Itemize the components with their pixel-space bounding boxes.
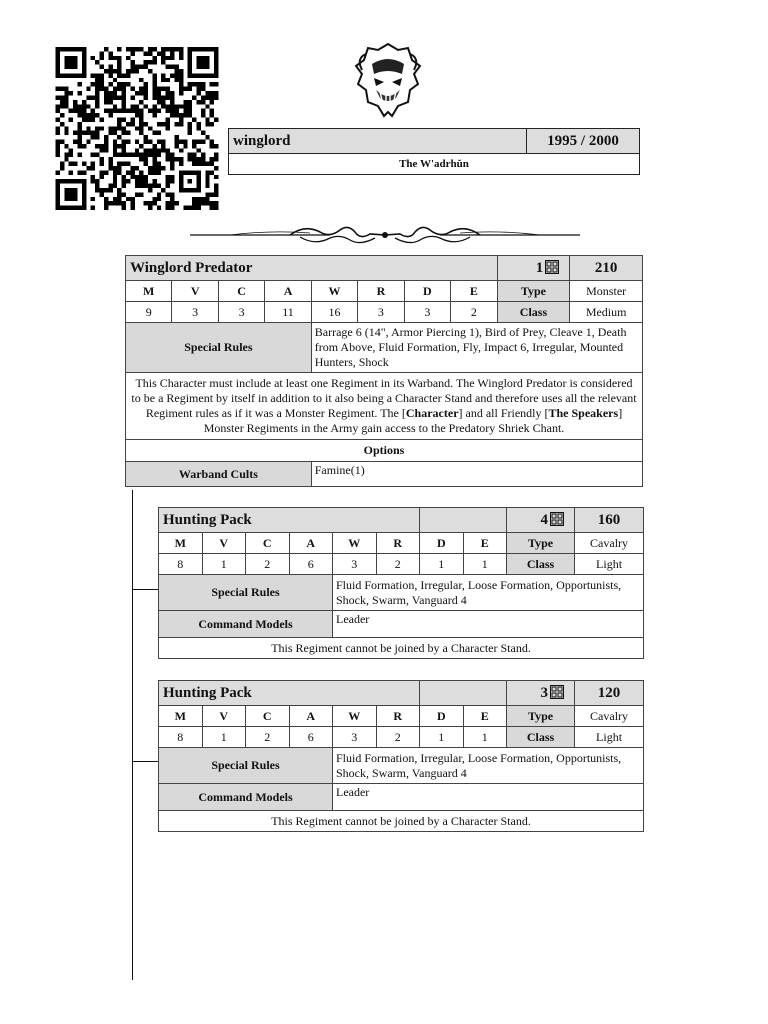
type-value: Cavalry [575, 706, 644, 727]
command-models-value: Leader [333, 784, 644, 811]
unit-name: Winglord Predator [126, 256, 498, 281]
stat-value: 11 [265, 302, 311, 323]
stat-header: V [202, 533, 246, 554]
faction-name: The W'adrhŭn [229, 154, 640, 175]
stand-count: 3 [540, 684, 549, 701]
stat-value: 3 [404, 302, 450, 323]
unit-description [126, 373, 643, 440]
stat-value: 6 [289, 554, 333, 575]
type-value: Monster [570, 281, 643, 302]
class-label: Class [507, 727, 575, 748]
stat-header: W [333, 533, 377, 554]
stat-header: C [218, 281, 264, 302]
class-label: Class [497, 302, 570, 323]
army-points: 1995 / 2000 [527, 129, 640, 154]
desc-keyword: Character [405, 406, 459, 420]
stat-header: R [358, 281, 404, 302]
type-value: Cavalry [575, 533, 644, 554]
stat-value: 3 [333, 554, 377, 575]
regiment-note: This Regiment cannot be joined by a Character Stand. [159, 811, 644, 832]
stat-value: 3 [358, 302, 404, 323]
command-models-value: Leader [333, 611, 644, 638]
stat-header: E [463, 533, 507, 554]
special-rules-value: Fluid Formation, Irregular, Loose Formation, Opportunists, Shock, Swarm, Vanguard 4 [333, 575, 644, 611]
stat-value: 3 [333, 727, 377, 748]
unit-name: Hunting Pack [159, 681, 420, 706]
stat-value: 3 [218, 302, 264, 323]
stand-grid-icon [550, 512, 564, 526]
stat-value: 2 [376, 554, 420, 575]
stat-value: 16 [311, 302, 357, 323]
stat-value: 3 [172, 302, 218, 323]
class-value: Light [575, 554, 644, 575]
warband-tree-branch [132, 761, 158, 762]
stat-header: M [159, 706, 203, 727]
stand-count: 4 [540, 511, 549, 528]
options-header: Options [126, 440, 643, 462]
unit-cost: 210 [570, 256, 643, 281]
warband-cults-label: Warband Cults [126, 462, 312, 487]
stand-grid-icon [550, 685, 564, 699]
special-rules-label: Special Rules [159, 575, 333, 611]
unit-cost: 120 [575, 681, 644, 706]
stat-value: 9 [126, 302, 172, 323]
class-value: Light [575, 727, 644, 748]
stat-value: 1 [202, 554, 246, 575]
stat-header: W [333, 706, 377, 727]
type-label: Type [507, 533, 575, 554]
stand-grid-icon [545, 260, 559, 274]
stat-header: R [376, 706, 420, 727]
unit-card-hunting-pack [158, 680, 644, 832]
stat-header: W [311, 281, 357, 302]
qr-code-icon [52, 47, 222, 210]
unit-name: Hunting Pack [159, 508, 420, 533]
stat-value: 2 [246, 727, 290, 748]
unit-size-spacer [420, 681, 507, 706]
stat-value: 1 [420, 727, 464, 748]
desc-keyword: The Speakers [548, 406, 619, 420]
special-rules-label: Special Rules [126, 323, 312, 373]
type-label: Type [507, 706, 575, 727]
desc-text: This Character must include at least one Regiment in its Warband. The Winglord Predator is considered to be a Regiment by itself in addition to it also being a Character Stand and therefore uses all the relevant Regiment rules as if it was a Monster Regiment. The [ [131, 376, 637, 420]
stat-header: V [172, 281, 218, 302]
unit-stands [507, 681, 575, 706]
regiment-note: This Regiment cannot be joined by a Character Stand. [159, 638, 644, 659]
class-value: Medium [570, 302, 643, 323]
special-rules-value: Fluid Formation, Irregular, Loose Formation, Opportunists, Shock, Swarm, Vanguard 4 [333, 748, 644, 784]
stat-header: E [463, 706, 507, 727]
stat-value: 2 [451, 302, 498, 323]
army-name: winglord [229, 129, 527, 154]
stat-value: 8 [159, 727, 203, 748]
stat-value: 8 [159, 554, 203, 575]
stat-header: D [420, 533, 464, 554]
stat-header: D [404, 281, 450, 302]
stat-value: 2 [376, 727, 420, 748]
unit-stands [497, 256, 570, 281]
stat-value: 1 [463, 727, 507, 748]
stat-value: 1 [202, 727, 246, 748]
command-models-label: Command Models [159, 611, 333, 638]
stat-header: M [126, 281, 172, 302]
stat-value: 6 [289, 727, 333, 748]
stat-header: A [289, 533, 333, 554]
stat-value: 1 [420, 554, 464, 575]
stat-header: M [159, 533, 203, 554]
type-label: Type [497, 281, 570, 302]
stat-header: R [376, 533, 420, 554]
ornamental-divider-icon [190, 222, 580, 248]
stat-header: D [420, 706, 464, 727]
stat-header: C [246, 706, 290, 727]
warband-tree-line [132, 490, 133, 980]
unit-card-winglord-predator [125, 255, 643, 487]
unit-stands [507, 508, 575, 533]
class-label: Class [507, 554, 575, 575]
stand-count: 1 [535, 259, 544, 276]
unit-size-spacer [420, 508, 507, 533]
command-models-label: Command Models [159, 784, 333, 811]
special-rules-value: Barrage 6 (14", Armor Piercing 1), Bird of Prey, Cleave 1, Death from Above, Fluid Formation, Fly, Impact 6, Irregular, Mounted Hunters, Shock [311, 323, 642, 373]
desc-text: ] and all Friendly [ [458, 406, 549, 420]
army-header [228, 128, 640, 175]
unit-card-hunting-pack [158, 507, 644, 659]
warband-tree-branch [132, 589, 158, 590]
faction-emblem-icon [352, 40, 424, 120]
stat-header: A [265, 281, 311, 302]
stat-header: V [202, 706, 246, 727]
warband-cults-value: Famine(1) [311, 462, 642, 487]
special-rules-label: Special Rules [159, 748, 333, 784]
stat-value: 1 [463, 554, 507, 575]
unit-cost: 160 [575, 508, 644, 533]
stat-value: 2 [246, 554, 290, 575]
stat-header: C [246, 533, 290, 554]
stat-header: A [289, 706, 333, 727]
stat-header: E [451, 281, 498, 302]
desc-text: ] Monster Regiments in the Army gain access to the Predatory Shriek Chant. [203, 406, 623, 435]
